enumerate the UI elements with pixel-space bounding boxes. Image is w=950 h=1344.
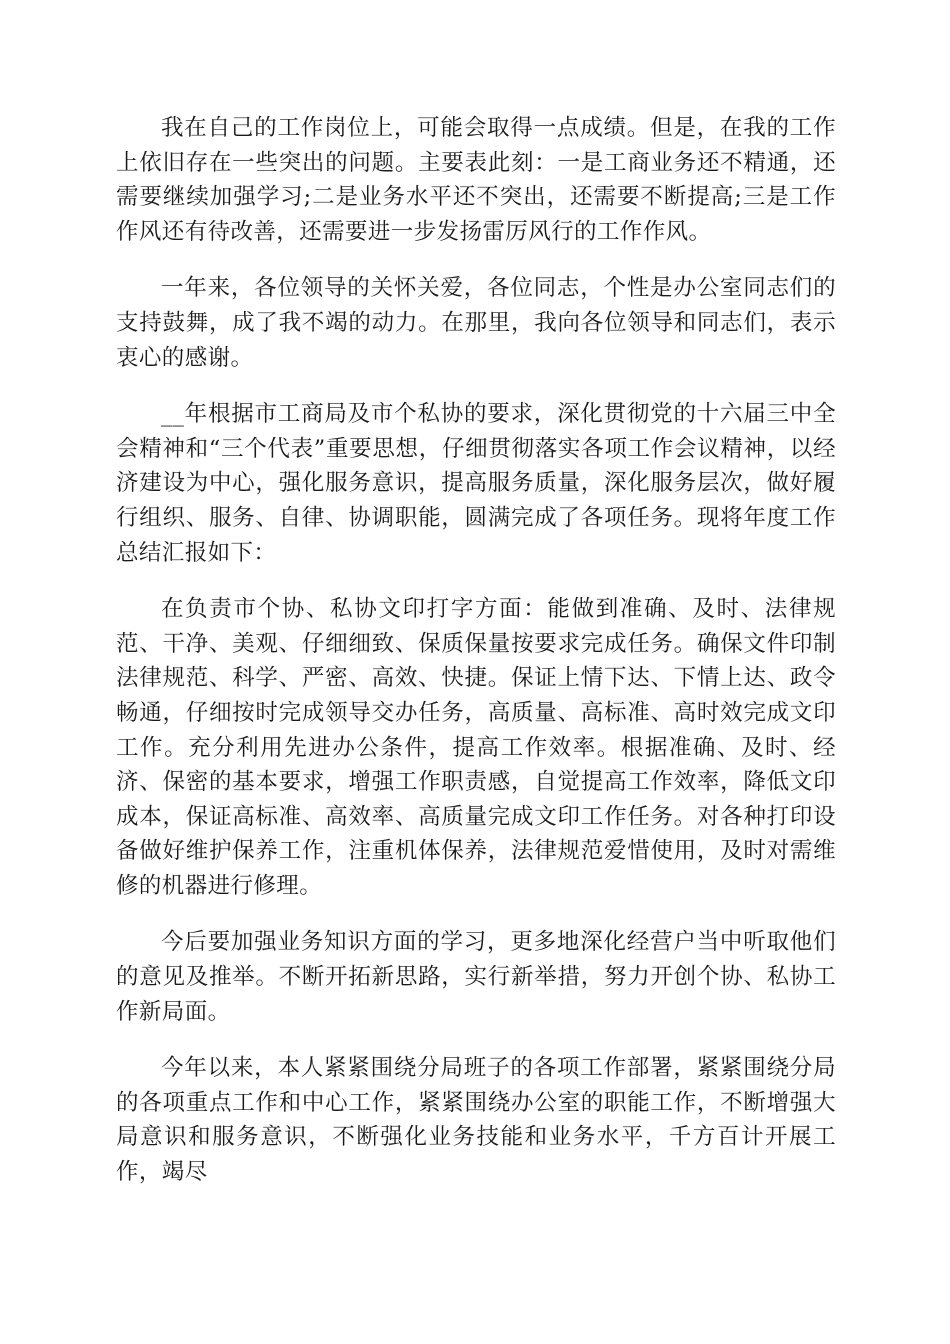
paragraph-printing-work: 在负责市个协、私协文印打字方面：能做到准确、及时、法律规范、干净、美观、仔细细致、保质保量按要求完成任务。确保文件印制法律规范、科学、严密、高效、快捷。保证上情下达、下情上达、政令畅通，仔细按时完成领导交办任务，高质量、高标准、高时效完成文印工作。充分利用先进办公条件，提高工作效率。根据准确、及时、经济、保密的基本要求，增强工作职责感，自觉提高工作效率，降低文印成本，保证高标准、高效率、高质量完成文印工作任务。对各种打印设备做好维护保养工作，注重机体保养，法律规范爱惜使用，及时对需维修的机器进行修理。: [116, 596, 836, 899]
paragraph-future-plans: 今后要加强业务知识方面的学习，更多地深化经营户当中听取他们的意见及推举。不断开拓新思路，实行新举措，努力开创个协、私协工作新局面。: [116, 929, 836, 1025]
paragraph-annual-summary: __年根据市工商局及市个私协的要求，深化贯彻党的十六届三中全会精神和“三个代表”重要思想，仔细贯彻落实各项工作会议精神，以经济建设为中心，强化服务意识，提高服务质量，深化服务层次，做好履行组织、服务、自律、协调职能，圆满完成了各项任务。现将年度工作总结汇报如下：: [116, 401, 836, 566]
document-body: [116, 111, 836, 1212]
paragraph-this-year: 今年以来，本人紧紧围绕分局班子的各项工作部署，紧紧围绕分局的各项重点工作和中心工作，紧紧围绕办公室的职能工作，不断增强大局意识和服务意识，不断强化业务技能和业务水平，千方百计开展工作，竭尽: [116, 1055, 836, 1186]
paragraph-thanks: 一年来，各位领导的关怀关爱，各位同志，个性是办公室同志们的支持鼓舞，成了我不竭的动力。在那里，我向各位领导和同志们，表示衷心的感谢。: [116, 275, 836, 371]
paragraph-problems: 我在自己的工作岗位上，可能会取得一点成绩。但是，在我的工作上依旧存在一些突出的问题。主要表此刻：一是工商业务还不精通，还需要继续加强学习;二是业务水平还不突出，还需要不断提高;三是工作作风还有待改善，还需要进一步发扬雷厉风行的工作作风。: [116, 115, 836, 245]
